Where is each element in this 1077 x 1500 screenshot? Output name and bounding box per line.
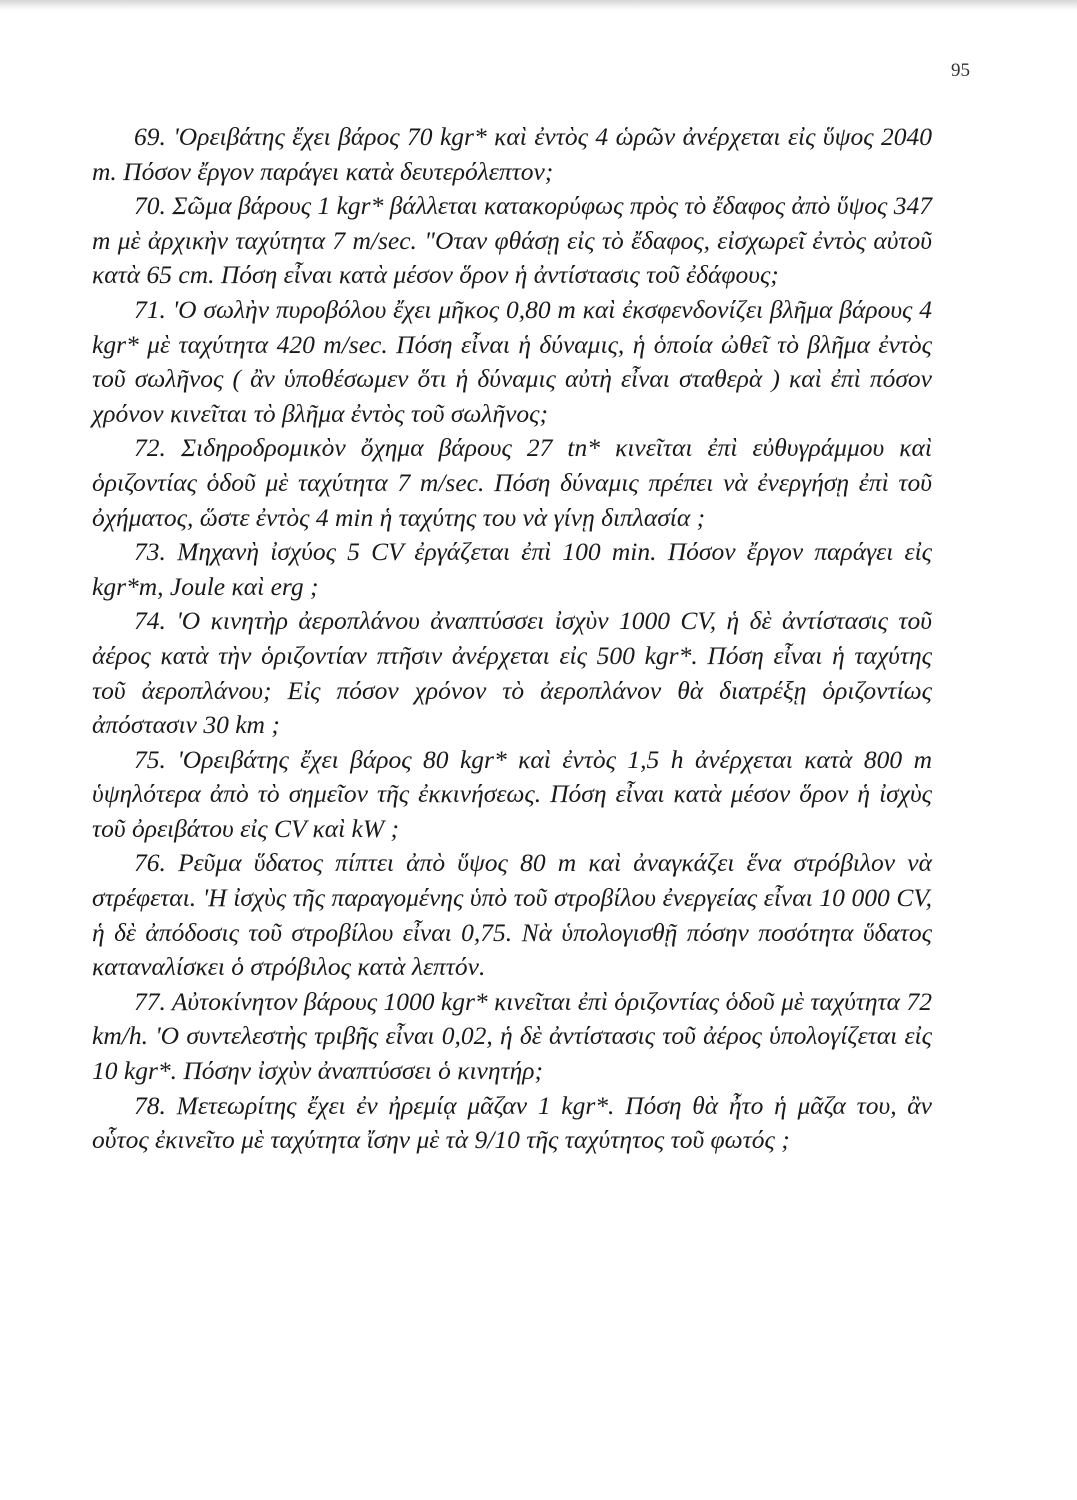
problem-text: Μηχανὴ ἰσχύος 5 CV ἐργάζεται ἐπὶ 100 min. Πόσον ἔργον παράγει εἰς kgr*m, Joule καὶ erg ; — [92, 537, 932, 601]
page-number: 95 — [951, 60, 970, 81]
problem-text: Σῶμα βάρους 1 kgr* βάλλεται κατακορύφως πρὸς τὸ ἔδαφος ἀπὸ ὕψος 347 m μὲ ἀρχικὴν ταχύτητα 7 m/sec. "Οταν φθάσῃ εἰς τὸ ἔδαφος, εἰσχωρεῖ ἐντὸς αὐτοῦ κατὰ 65 cm. Πόση εἶναι κατὰ μέσον ὅρον ἡ ἀντίστασις τοῦ ἐδάφους; — [92, 191, 933, 290]
problem-73 — [92, 535, 932, 604]
problem-75 — [92, 743, 932, 847]
problem-number: 77. — [134, 986, 166, 1016]
problem-78 — [92, 1089, 932, 1158]
problem-text: Μετεωρίτης ἔχει ἐν ἠρεμίᾳ μᾶζαν 1 kgr*. Πόση θὰ ἦτο ἡ μᾶζα του, ἂν οὗτος ἐκινεῖτο μὲ ταχύτητα ἴσην μὲ τὰ 9/10 τῆς ταχύτητος τοῦ φωτός ; — [92, 1090, 932, 1155]
problem-74 — [92, 604, 932, 742]
problem-69 — [92, 120, 932, 189]
problem-text: 'Ο σωλὴν πυροβόλου ἔχει μῆκος 0,80 m καὶ ἐκσφενδονίζει βλῆμα βάρους 4 kgr* μὲ ταχύτητα 420 m/sec. Πόση εἶναι ἡ δύναμις, ἡ ὁποία ὠθεῖ τὸ βλῆμα ἐντὸς τοῦ σωλῆνος ( ἂν ὑποθέσωμεν ὅτι ἡ δύναμις αὐτὴ εἶναι σταθερὰ ) καὶ ἐπὶ πόσον χρόνον κινεῖται τὸ βλῆμα ἐντὸς τοῦ σωλῆνος; — [92, 294, 932, 428]
problem-76 — [92, 846, 932, 984]
problem-number: 69. — [134, 122, 166, 151]
problem-72 — [92, 431, 932, 535]
problem-number: 73. — [134, 537, 166, 567]
problem-number: 76. — [134, 848, 166, 878]
problem-number: 74. — [134, 606, 166, 636]
problem-list — [92, 120, 932, 1158]
scan-edge-shadow — [0, 0, 1077, 10]
problem-71 — [92, 293, 932, 431]
problem-number: 71. — [134, 294, 166, 324]
problem-number: 75. — [134, 744, 166, 774]
problem-text: 'Ορειβάτης ἔχει βάρος 80 kgr* καὶ ἐντὸς 1,5 h ἀνέρχεται κατὰ 800 m ὑψηλότερα ἀπὸ τὸ σημεῖον τῆς ἐκκινήσεως. Πόση εἶναι κατὰ μέσον ὅρον ἡ ἰσχὺς τοῦ ὀρειβάτου εἰς CV καὶ kW ; — [92, 744, 933, 843]
problem-77 — [92, 985, 932, 1089]
problem-text: 'Ορειβάτης ἔχει βάρος 70 kgr* καὶ ἐντὸς 4 ὡρῶν ἀνέρχεται εἰς ὕψος 2040 m. Πόσον ἔργον παράγει κατὰ δευτερόλεπτον; — [92, 122, 932, 186]
problem-70 — [92, 189, 932, 293]
problem-number: 78. — [134, 1090, 166, 1120]
problem-text: Αὐτοκίνητον βάρους 1000 kgr* κινεῖται ἐπὶ ὁριζοντίας ὁδοῦ μὲ ταχύτητα 72 km/h. 'Ο συντελεστὴς τριβῆς εἶναι 0,02, ἡ δὲ ἀντίστασις τοῦ ἀέρος ὑπολογίζεται εἰς 10 kgr*. Πόσην ἰσχὺν ἀναπτύσσει ὁ κινητήρ; — [92, 986, 932, 1086]
problem-text: Ρεῦμα ὕδατος πίπτει ἀπὸ ὕψος 80 m καὶ ἀναγκάζει ἕνα στρόβιλον νὰ στρέφεται. 'Η ἰσχὺς τῆς παραγομένης ὑπὸ τοῦ στροβίλου ἐνεργείας εἶναι 10 000 CV, ἡ δὲ ἀπόδοσις τοῦ στροβίλου εἶναι 0,75. Νὰ ὑπολογισθῇ πόσην ποσότητα ὕδατος καταναλίσκει ὁ στρόβιλος κατὰ λεπτόν. — [92, 848, 933, 982]
problem-text: Σιδηροδρομικὸν ὄχημα βάρους 27 tn* κινεῖται ἐπὶ εὐθυγράμμου καὶ ὁριζοντίας ὁδοῦ μὲ ταχύτητα 7 m/sec. Πόση δύναμις πρέπει νὰ ἐνεργήσῃ ἐπὶ τοῦ ὀχήματος, ὥστε ἐντὸς 4 min ἡ ταχύτης του νὰ γίνῃ διπλασία ; — [92, 433, 933, 532]
problem-number: 70. — [134, 191, 166, 221]
problem-text: 'Ο κινητὴρ ἀεροπλάνου ἀναπτύσσει ἰσχὺν 1000 CV, ἡ δὲ ἀντίστασις τοῦ ἀέρος κατὰ τὴν ὁριζοντίαν πτῆσιν ἀνέρχεται εἰς 500 kgr*. Πόση εἶναι ἡ ταχύτης τοῦ ἀεροπλάνου; Εἰς πόσον χρόνον τὸ ἀεροπλάνον θὰ διατρέξῃ ὁριζοντίως ἀπόστασιν 30 km ; — [92, 606, 933, 740]
problem-number: 72. — [134, 433, 166, 463]
